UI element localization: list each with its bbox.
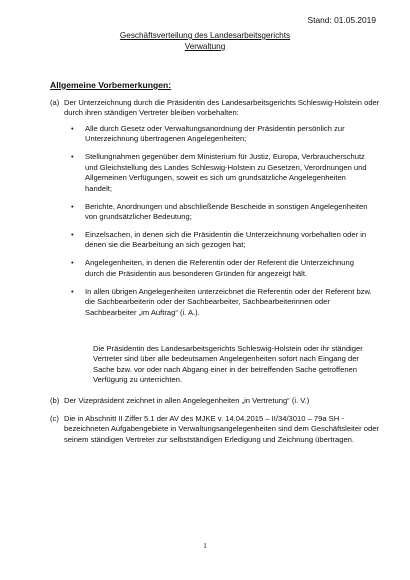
document-title-line-2: Verwaltung xyxy=(184,42,226,51)
paragraph-c xyxy=(50,414,380,445)
list-item: • Berichte, Anordnungen und abschließende Bescheide in sonstigen Angelegenheiten von grundsätzlicher Bedeutung; xyxy=(71,202,375,223)
paragraph-a-text: Der Unterzeichnung durch die Präsidentin des Landesarbeitsgerichts Schleswig-Holstein oder durch ihren ständigen Vertreter bleiben vorbehalten: xyxy=(64,98,380,118)
document-title-line-1: Geschäftsverteilung des Landesarbeitsgerichts xyxy=(119,31,291,40)
paragraph-b xyxy=(50,396,380,406)
paragraph-c-label: (c) xyxy=(50,414,59,423)
paragraph-a xyxy=(50,98,380,119)
bullet-list xyxy=(71,124,375,326)
list-item: • Angelegenheiten, in denen die Referentin oder der Referent die Unterzeichnung durch die Präsidentin aus besonderen Gründen für angezeigt hält. xyxy=(71,258,375,279)
list-item: • Einzelsachen, in denen sich die Präsidentin die Unterzeichnung vorbehalten oder in denen sie die Bearbeitung an sich gezogen hat; xyxy=(71,230,375,251)
paragraph-b-label: (b) xyxy=(50,396,60,405)
paragraph-c-text: Die in Abschnitt II Ziffer 5.1 der AV des MJKE v. 14.04.2015 – II/34/3010 – 79a SH - bezeichneten Aufgabengebiete in Verwaltungsangelegenheiten sind dem Geschäftsleiter oder seinem ständigen Vertreter zur selbstständigen Erledigung und Zeichnung übertragen. xyxy=(64,414,379,444)
document-date: Stand: 01.05.2019 xyxy=(307,15,376,25)
paragraph-b-text: Der Vizepräsident zeichnet in allen Angelegenheiten „in Vertretung“ (i. V.) xyxy=(64,396,310,405)
section-heading: Allgemeine Vorbemerkungen: xyxy=(50,80,172,90)
paragraph-a-label: (a) xyxy=(50,98,60,107)
list-item: • Alle durch Gesetz oder Verwaltungsanordnung der Präsidentin persönlich zur Unterzeichnung übertragenen Angelegenheiten; xyxy=(71,124,375,145)
document-title xyxy=(0,30,410,52)
list-item: • In allen übrigen Angelegenheiten unterzeichnet die Referentin oder der Referent bzw. die Sachbearbeiterin oder der Sachbearbeiter, Sachbearbeiterinnen oder Sachbearbeiter „im Auftrag“ (i. A.). xyxy=(71,287,375,318)
list-item: • Stellungnahmen gegenüber dem Ministerium für Justiz, Europa, Verbraucherschutz und Gleichstellung des Landes Schleswig-Holstein zu Gesetzen, Verordnungen und Allgemeinen Verfügungen, soweit es sich um grundsätzliche Angelegenheiten handelt; xyxy=(71,152,375,194)
paragraph-a-closing: Die Präsidentin des Landesarbeitsgerichts Schleswig-Holstein oder ihr ständiger Vertreter sind über alle bedeutsamen Angelegenheiten sofort nach Eingang der Sache bzw. vor oder nach Abgang einer in der betreffenden Sache getroffenen Verfügung zu unterrichten. xyxy=(93,344,363,385)
page-number: 1 xyxy=(203,541,207,550)
